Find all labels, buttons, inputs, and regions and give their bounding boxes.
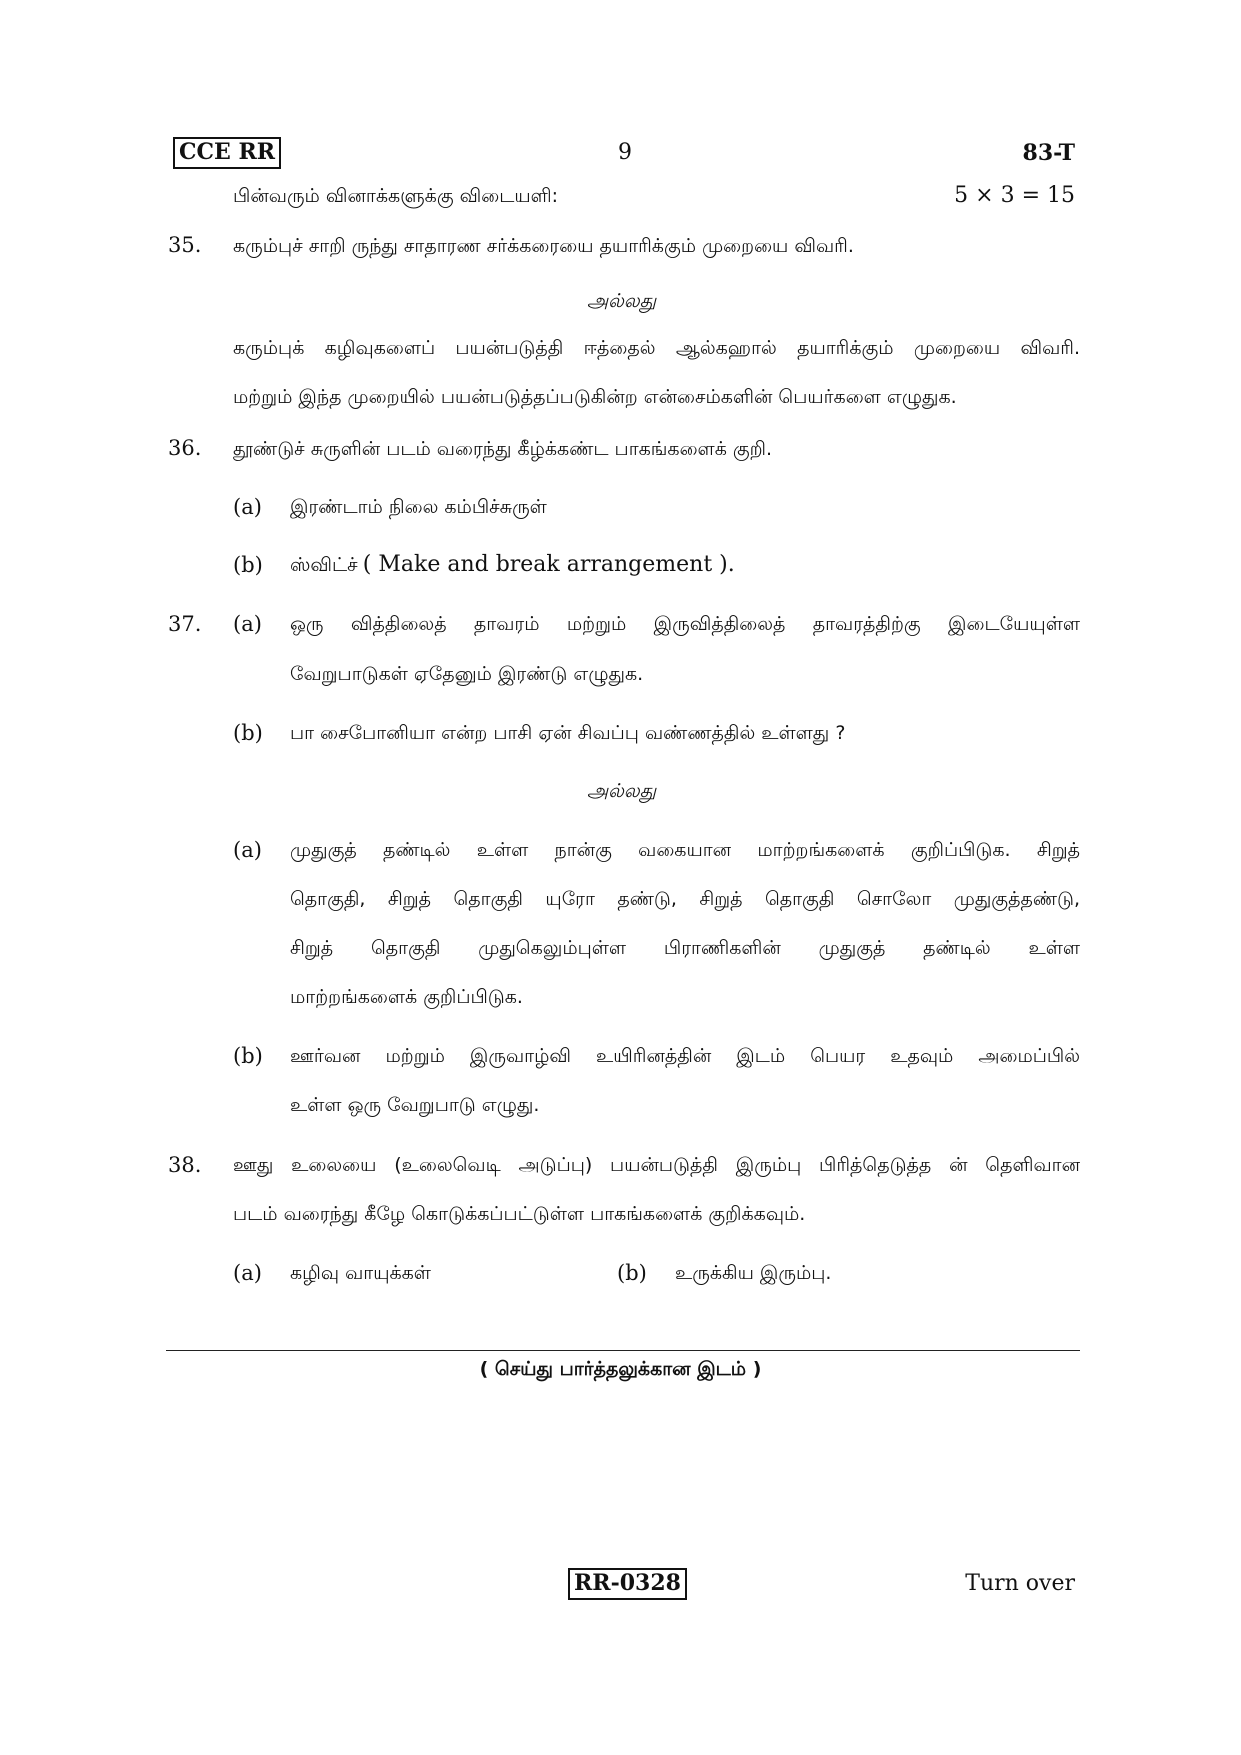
q38-a-text: கழிவு வாயுக்கள்: [290, 1262, 431, 1284]
q36-a-text: இரண்டாம் நிலை கம்பிச்சுருள்: [290, 496, 547, 518]
q38-line2: படம் வரைந்து கீழே கொடுக்கப்பட்டுள்ள பாகங்களைக் குறிக்கவும்.: [233, 1203, 806, 1225]
q36-b-text-english: ( Make and break arrangement ).: [362, 552, 735, 577]
instruction-text: பின்வரும் வினாக்களுக்கு விடையளி:: [233, 185, 559, 207]
header-left-code: CCE RR: [173, 137, 281, 169]
q37-b-label: (b): [233, 721, 263, 745]
q37-alt-b-line1: ஊர்வன மற்றும் இருவாழ்வி உயிரினத்தின் இடம் பெயர உதவும் அமைப்பில்: [290, 1045, 1080, 1067]
page-number: 9: [618, 140, 632, 165]
question-number-36: 36.: [168, 436, 202, 460]
q37-b-text: பா சைபோனியா என்ற பாசி ஏன் சிவப்பு வண்ணத்தில் உள்ளது ?: [290, 722, 846, 744]
q35-alt-line2: மற்றும் இந்த முறையில் பயன்படுத்தப்படுகின்ற என்சைம்களின் பெயர்களை எழுதுக.: [233, 386, 957, 408]
question-number-37: 37.: [168, 612, 202, 636]
q37-alt-a-line3: சிறுத் தொகுதி முதுகெலும்புள்ள பிராணிகளின் முதுகுத் தண்டில் உள்ள: [290, 937, 1080, 959]
q37-a-label: (a): [233, 612, 262, 636]
q37-alt-a-line1: முதுகுத் தண்டில் உள்ள நான்கு வகையான மாற்றங்களைக் குறிப்பிடுக. சிறுத்: [290, 839, 1080, 861]
footer-code: RR-0328: [568, 1568, 687, 1600]
q35-or: அல்லது: [587, 290, 657, 312]
q37-alt-a-label: (a): [233, 838, 262, 862]
q36-text: தூண்டுச் சுருளின் படம் வரைந்து கீழ்க்கண்ட பாகங்களைக் குறி.: [233, 438, 773, 460]
q37-or: அல்லது: [587, 780, 657, 802]
q36-b-label: (b): [233, 553, 263, 577]
q37-alt-a-line4: மாற்றங்களைக் குறிப்பிடுக.: [290, 986, 523, 1008]
q37-alt-b-label: (b): [233, 1044, 263, 1068]
question-number-35: 35.: [168, 233, 202, 257]
instruction-marks: 5 × 3 = 15: [954, 183, 1075, 208]
q38-a-label: (a): [233, 1261, 262, 1285]
q38-b-label: (b): [617, 1261, 647, 1285]
header-right-code: 83-T: [1022, 140, 1075, 166]
rough-work-caption: ( செய்து பார்த்தலுக்கான இடம் ): [479, 1358, 762, 1380]
q38-b-text: உருக்கிய இரும்பு.: [675, 1262, 832, 1284]
q35-alt-line1: கரும்புக் கழிவுகளைப் பயன்படுத்தி ஈத்தைல் ஆல்கஹால் தயாரிக்கும் முறையை விவரி.: [233, 337, 1080, 359]
q36-b-text: [290, 552, 735, 579]
question-number-38: 38.: [168, 1153, 202, 1177]
q36-a-label: (a): [233, 495, 262, 519]
q38-line1: ஊது உலையை (உலைவெடி அடுப்பு) பயன்படுத்தி இரும்பு பிரித்தெடுத்த ன் தெளிவான: [233, 1154, 1080, 1176]
q35-text: கரும்புச் சாறி ருந்து சாதாரண சர்க்கரையை தயாரிக்கும் முறையை விவரி.: [233, 235, 854, 257]
q37-a-line1: ஒரு வித்திலைத் தாவரம் மற்றும் இருவித்திலைத் தாவரத்திற்கு இடையேயுள்ள: [290, 613, 1080, 635]
q37-a-line2: வேறுபாடுகள் ஏதேனும் இரண்டு எழுதுக.: [290, 663, 644, 685]
turn-over-text: Turn over: [965, 1571, 1075, 1596]
q37-alt-b-line2: உள்ள ஒரு வேறுபாடு எழுது.: [290, 1094, 540, 1116]
q36-b-text-tamil: ஸ்விட்ச்: [290, 554, 358, 576]
divider-rule: [166, 1350, 1080, 1351]
q37-alt-a-line2: தொகுதி, சிறுத் தொகுதி யுரோ தண்டு, சிறுத் தொகுதி சொலோ முதுகுத்தண்டு,: [290, 888, 1080, 910]
